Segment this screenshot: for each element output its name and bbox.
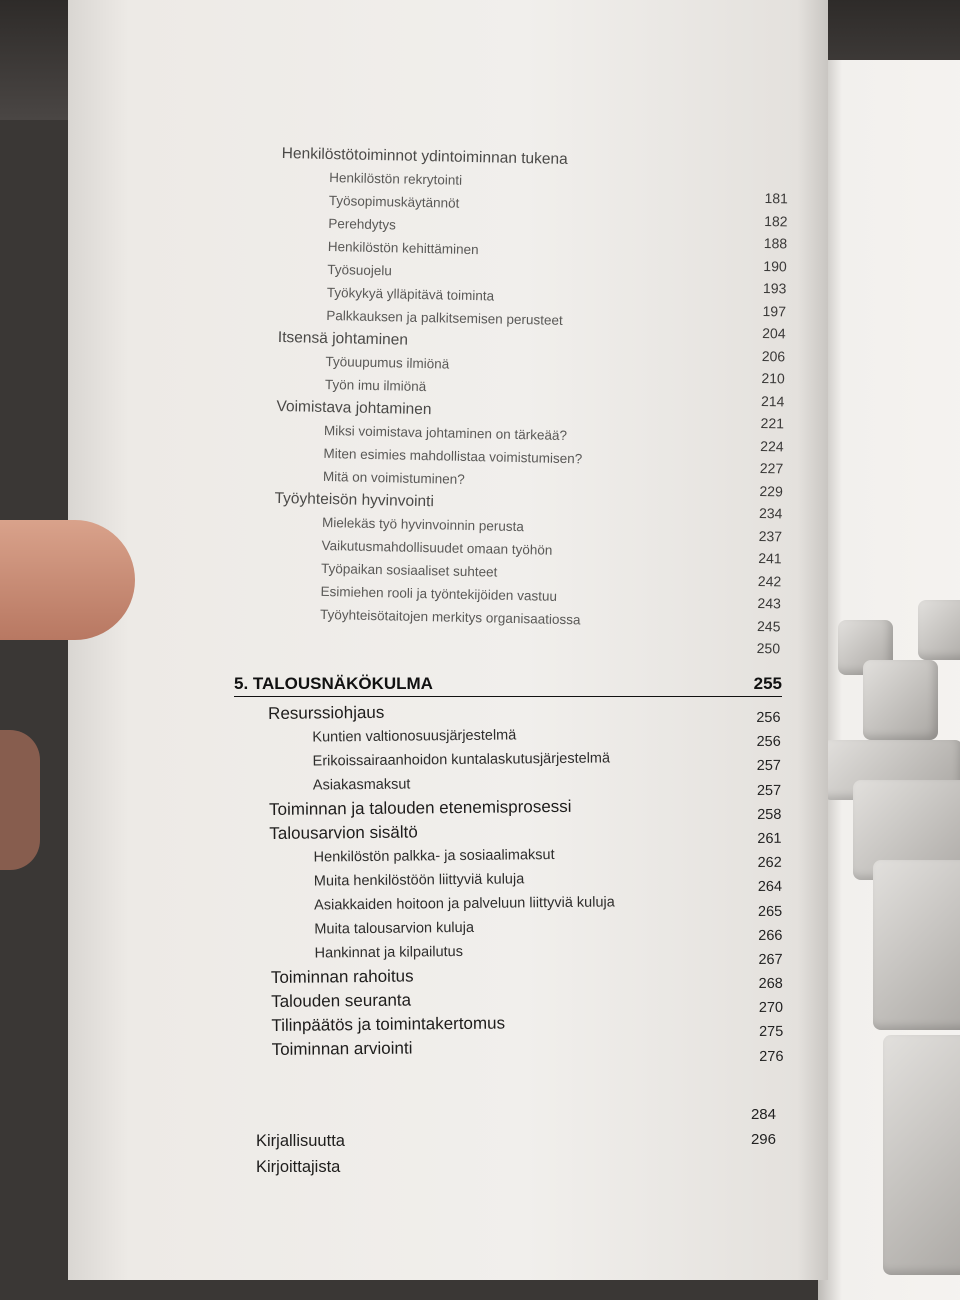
toc-subsection-entry: Vaikutusmahdollisuudet omaan työhön bbox=[321, 537, 553, 558]
toc-page-number: 265 bbox=[757, 903, 783, 920]
toc-subsection-entry: Asiakkaiden hoitoon ja palveluun liittyviä kuluja bbox=[314, 894, 615, 914]
toc-subsection-entry: Työpaikan sosiaaliset suhteet bbox=[320, 560, 498, 580]
toc-subsection-entry: Esimiehen rooli ja työntekijöiden vastuu bbox=[320, 583, 558, 604]
toc-page-number: 266 bbox=[758, 927, 783, 944]
toc-page-number: 242 bbox=[757, 572, 782, 589]
toc-page-number: 262 bbox=[757, 854, 782, 872]
toc-page-number: 245 bbox=[756, 617, 781, 634]
toc-titles-previous bbox=[272, 142, 590, 631]
toc-page-number: 237 bbox=[758, 527, 783, 544]
toc-section-entry: Itsensä johtaminen bbox=[277, 328, 409, 349]
toc-page-number: 234 bbox=[758, 504, 783, 522]
toc-section-entry: Voimistava johtaminen bbox=[276, 397, 432, 419]
toc-section-entry: Talouden seuranta bbox=[271, 990, 412, 1011]
toc-subsection-entry: Työn imu ilmiönä bbox=[324, 376, 427, 395]
toc-pages-section-5 bbox=[736, 706, 783, 1069]
thumb bbox=[0, 520, 135, 640]
toc-page-number: 210 bbox=[761, 369, 785, 387]
chapter-page: 255 bbox=[753, 674, 782, 693]
toc-back-pages bbox=[738, 1102, 776, 1152]
finger bbox=[0, 730, 40, 870]
toc-subsection-entry: Asiakasmaksut bbox=[312, 776, 411, 794]
toc-subsection-entry: Työyhteisötaitojen merkitys organisaatiossa bbox=[319, 606, 581, 628]
toc-page-number: 190 bbox=[763, 257, 787, 274]
toc-page-number: 275 bbox=[758, 1024, 784, 1041]
toc-section-entry: Toiminnan ja talouden etenemisprosessi bbox=[269, 796, 572, 819]
toc-page-number: 256 bbox=[756, 709, 781, 727]
toc-subsection-entry: Työkykyä ylläpitävä toiminta bbox=[326, 284, 495, 304]
toc-subsection-entry: Miksi voimistava johtaminen on tärkeää? bbox=[323, 422, 568, 444]
chapter-title: 5. TALOUSNÄKÖKULMA bbox=[234, 674, 433, 693]
toc-page-number: 261 bbox=[757, 830, 782, 847]
right-page bbox=[818, 60, 960, 1300]
toc-page-number: 267 bbox=[758, 951, 783, 968]
toc-subsection-entry: Muita talousarvion kuluja bbox=[314, 919, 475, 938]
toc-page-number: 193 bbox=[762, 279, 787, 297]
toc-subsection-entry: Miten esimies mahdollistaa voimistumisen? bbox=[323, 445, 583, 467]
toc-subsection-entry: Työsopimuskäytännöt bbox=[328, 192, 460, 211]
toc-page-number: 268 bbox=[758, 975, 783, 993]
chapter-heading bbox=[234, 672, 782, 697]
toc-page-number: 204 bbox=[762, 324, 786, 342]
toc-page-number: 227 bbox=[759, 459, 784, 477]
toc-section-entry: Tilinpäätös ja toimintakertomus bbox=[271, 1013, 506, 1035]
toc-page-number: 188 bbox=[763, 235, 788, 252]
toc-page-number: 197 bbox=[762, 302, 787, 319]
toc-page-number: 241 bbox=[758, 549, 782, 567]
toc-page-number: 224 bbox=[760, 437, 784, 454]
cube-graphic bbox=[883, 1035, 960, 1275]
toc-subsection-entry: Henkilöstön palkka- ja sosiaalimaksut bbox=[313, 847, 555, 866]
toc-section-entry: Toiminnan arviointi bbox=[271, 1038, 413, 1059]
toc-page-number: 221 bbox=[760, 414, 785, 432]
toc-entry: Kirjoittajista bbox=[256, 1158, 341, 1176]
toc-section-entry: Työyhteisön hyvinvointi bbox=[274, 489, 435, 511]
toc-subsection-entry: Perehdytys bbox=[328, 215, 396, 233]
toc-page-number: 264 bbox=[757, 879, 783, 896]
toc-page-number: 276 bbox=[759, 1048, 784, 1065]
toc-section-entry: Talousarvion sisältö bbox=[269, 822, 418, 843]
cube-graphic bbox=[918, 600, 960, 660]
toc-subsection-entry: Kuntien valtionosuusjärjestelmä bbox=[312, 727, 517, 746]
toc-page-number: 257 bbox=[756, 758, 782, 775]
toc-subsection-entry: Työsuojelu bbox=[327, 261, 393, 279]
toc-page-number: 250 bbox=[756, 639, 781, 657]
toc-section-entry: Toiminnan rahoitus bbox=[270, 966, 414, 987]
toc-subsection-entry: Hankinnat ja kilpailutus bbox=[314, 943, 464, 962]
toc-page-number: 296 bbox=[750, 1131, 776, 1148]
toc-page-number: 270 bbox=[758, 1000, 784, 1017]
toc-page-number: 284 bbox=[750, 1106, 776, 1123]
toc-page-number: 181 bbox=[764, 190, 789, 207]
toc-section-entry: Resurssiohjaus bbox=[268, 702, 385, 723]
toc-page-number: 243 bbox=[757, 594, 781, 612]
toc-entry: Kirjallisuutta bbox=[256, 1132, 345, 1150]
toc-titles-section-5 bbox=[268, 698, 616, 1062]
toc-page-number: 229 bbox=[759, 482, 783, 499]
toc-back-matter bbox=[256, 1128, 345, 1180]
toc-subsection-entry: Muita henkilöstöön liittyviä kuluja bbox=[313, 871, 525, 890]
toc-pages-previous bbox=[736, 187, 788, 660]
toc-section-entry: Henkilöstötoiminnot ydintoiminnan tukena bbox=[281, 144, 568, 168]
toc-subsection-entry: Työuupumus ilmiönä bbox=[325, 353, 450, 372]
toc-page-number: 258 bbox=[757, 806, 782, 823]
toc-subsection-entry: Mielekäs työ hyvinvoinnin perusta bbox=[321, 514, 525, 535]
toc-subsection-entry: Mitä on voimistuminen? bbox=[322, 468, 465, 487]
toc-page-number: 214 bbox=[760, 392, 785, 409]
toc-page-number: 256 bbox=[756, 734, 781, 751]
toc-subsection-entry: Palkkauksen ja palkitsemisen perusteet bbox=[326, 307, 563, 328]
toc-page-number: 206 bbox=[761, 347, 786, 364]
toc-page-number: 182 bbox=[764, 212, 788, 229]
cube-graphic bbox=[863, 660, 938, 740]
toc-subsection-entry: Henkilöstön rekrytointi bbox=[329, 169, 463, 188]
toc-page-number: 257 bbox=[756, 782, 782, 799]
toc-subsection-entry: Erikoissairaanhoidon kuntalaskutusjärjestelmä bbox=[312, 750, 611, 770]
toc-subsection-entry: Henkilöstön kehittäminen bbox=[327, 238, 479, 258]
cube-graphic bbox=[873, 860, 960, 1030]
